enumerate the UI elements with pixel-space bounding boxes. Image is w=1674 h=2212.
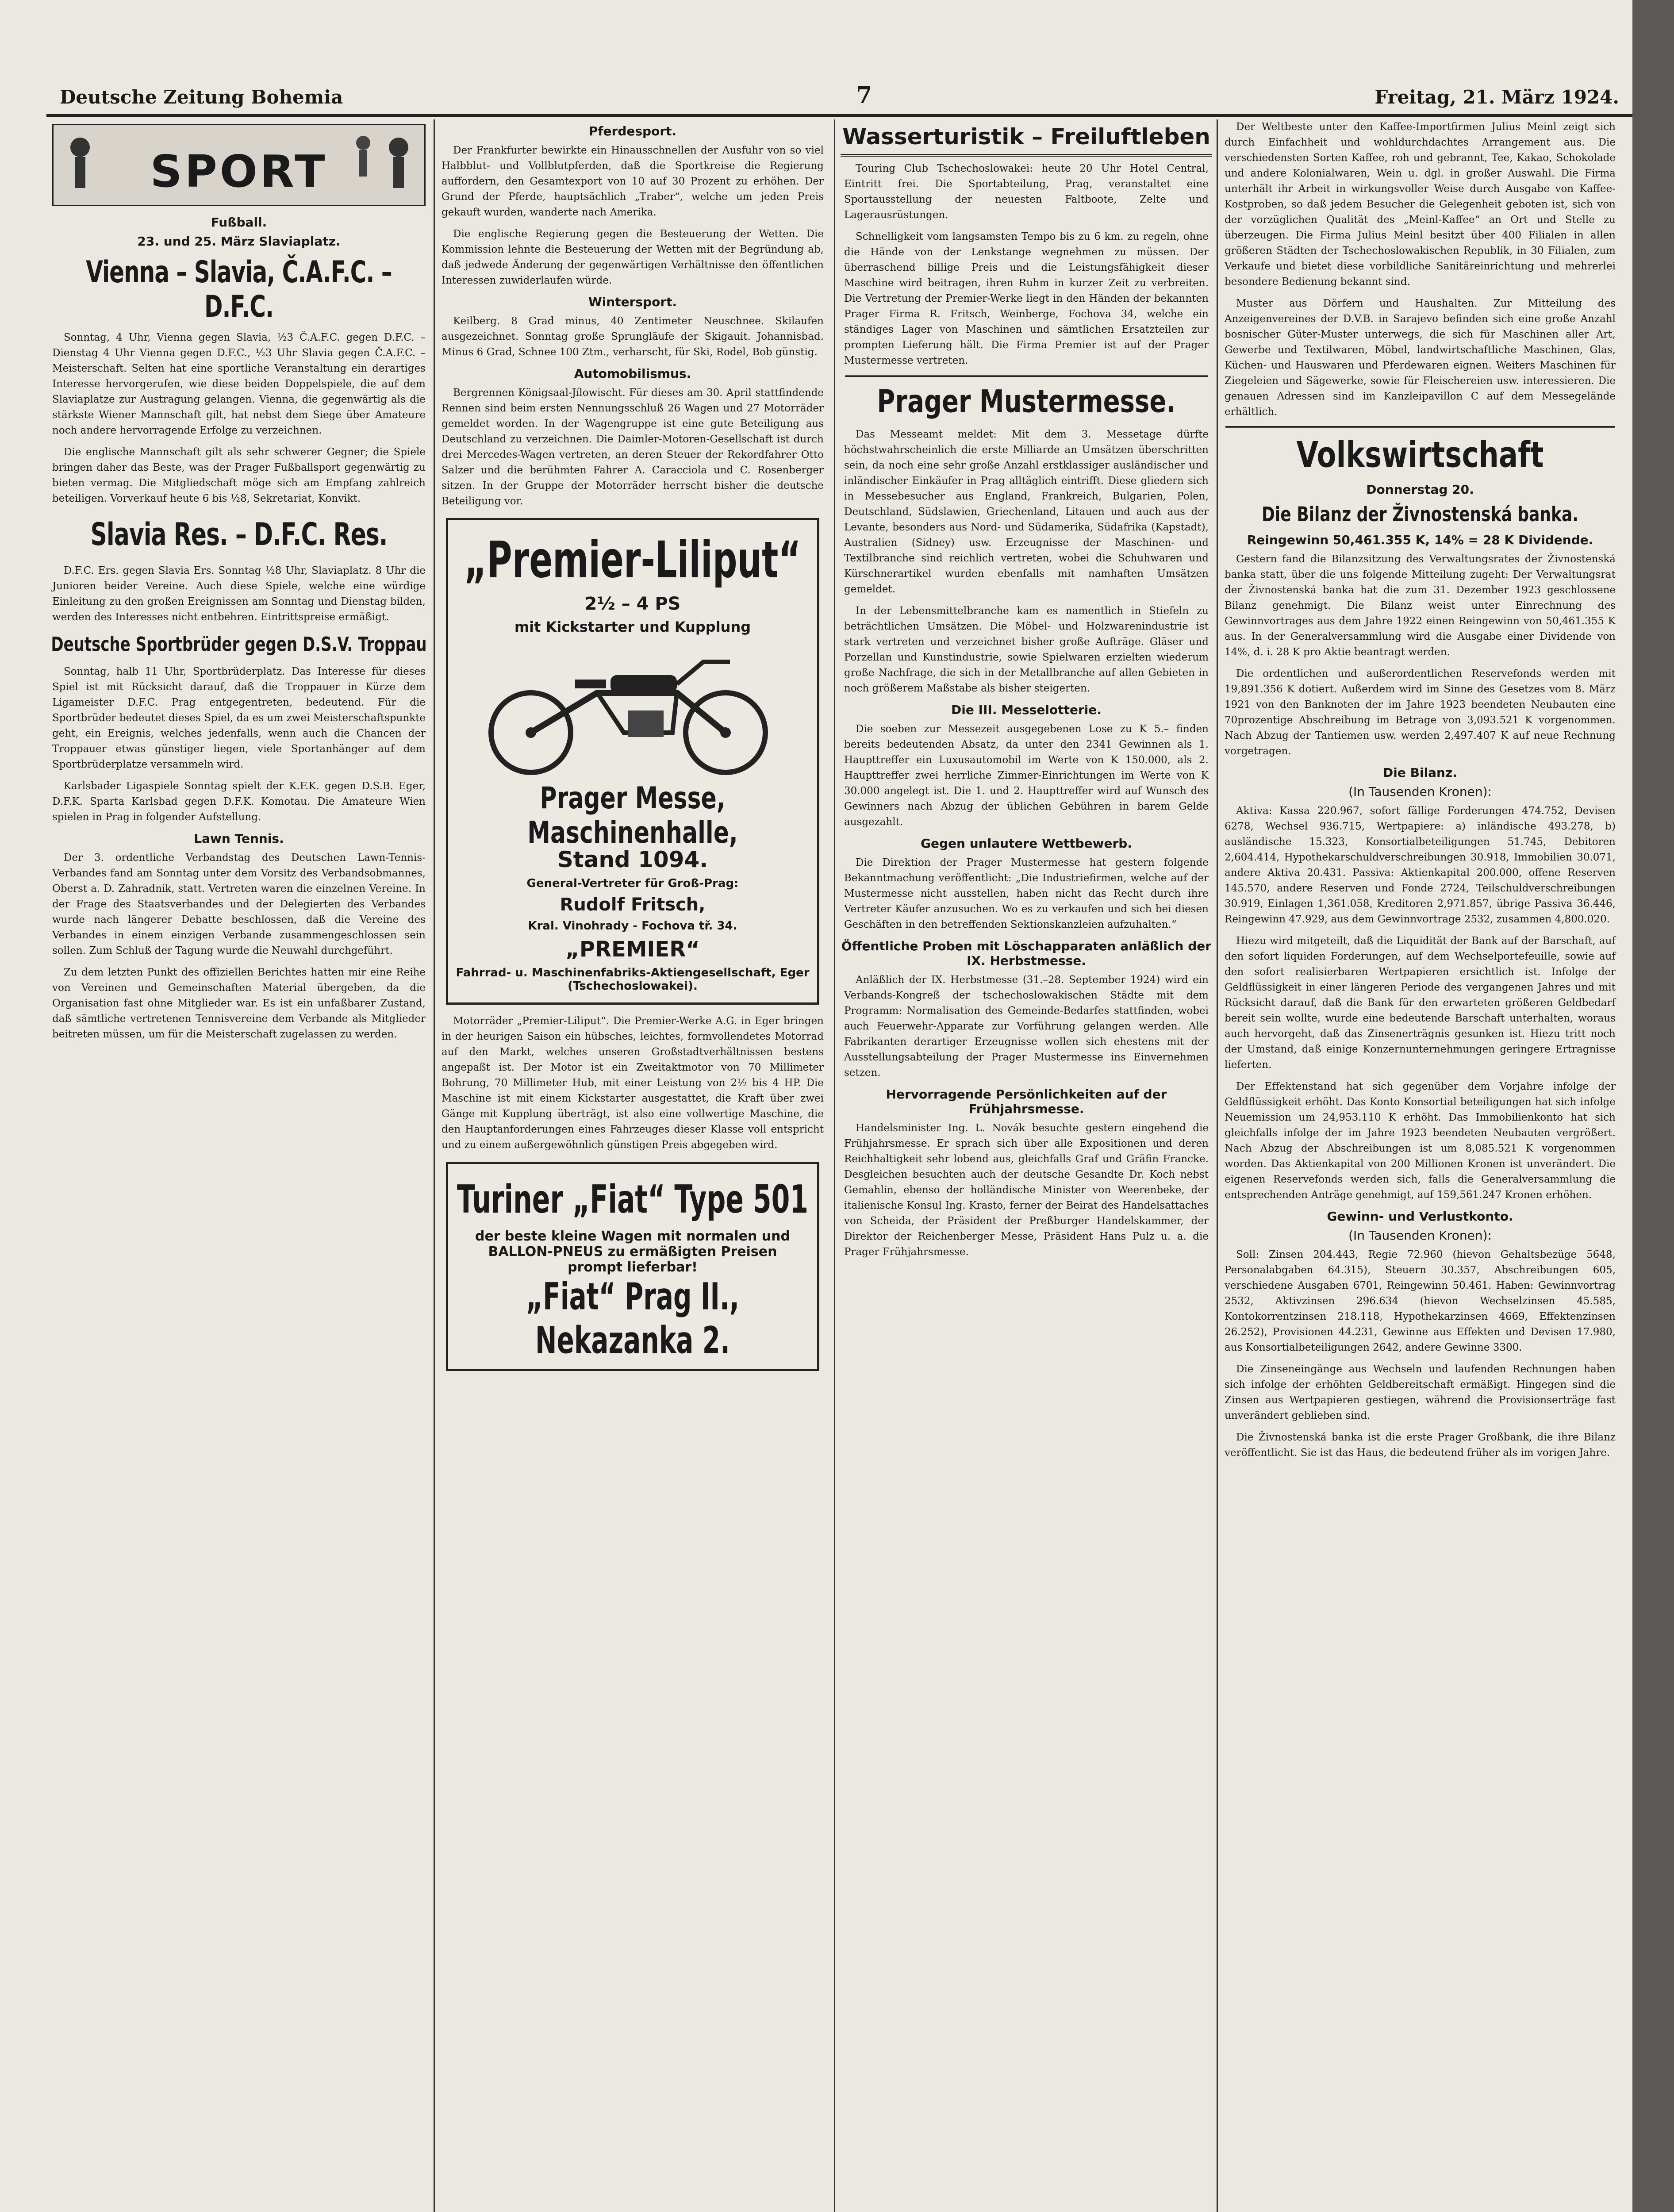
article-paragraph: Die Živnostenská banka ist die erste Prager Großbank, die ihre Bilanz veröffentlicht. Sie ist das Haus, die bedeutend früher als im vorigen Jahre. [1225, 1432, 1616, 1459]
article-paragraph: Die Zinseneingänge aus Wechseln und laufenden Rechnungen haben sich infolge der erhöhten Geldbereitschaft ermäßigt. Hingegen sind die Zinsen aus Wertpapieren gestiegen, während die Provisionserträge fast unverändert geblieben sind. [1225, 1363, 1616, 1421]
newspaper-name: Deutsche Zeitung Bohemia [60, 86, 343, 108]
ad-fiat [446, 1162, 819, 1371]
article-paragraph: Die englische Regierung gegen die Besteuerung der Wetten. Die Kommission lehnte die Besteuerung der Wetten mit der Begründung ab, daß jedwede Änderung der gegenwärtigen Verhältnisse den öffentlichen Interessen zuwiderlaufen würde. [442, 228, 824, 286]
match-date: 23. und 25. März Slaviaplatz. [137, 234, 341, 249]
article-paragraph: Sonntag, halb 11 Uhr, Sportbrüderplatz. Das Interesse für dieses Spiel ist mit Rücksicht darauf, daß die Troppauer in Kürze dem Ligameister D.F.C. Prag entgegentreten, bedeutend. Für die Sportbrüder bedeutet dieses Spiel, da es um zwei Meisterschaftspunkte geht, ein Ereignis, welches jedenfalls, wenn auch die Chancen der Troppauer etwas günstiger liegen, viele Sportanhänger auf dem Sportbrüderplatze versammeln wird. [52, 666, 426, 770]
ad-location: Prager Messe, Maschinenhalle, [527, 781, 738, 850]
sport-logo [52, 124, 426, 206]
ad-brand: „PREMIER“ [565, 937, 700, 962]
article-paragraph: Keilberg. 8 Grad minus, 40 Zentimeter Neuschnee. Skilaufen ausgezeichnet. Sonntag große Sprungläufe der Skigauit. Johannisbad. Minus 6 Grad, Schnee 100 Ztm., verharscht, für Ski, Rodel, Bob günstig. [442, 315, 824, 358]
article-paragraph: Zu dem letzten Punkt des offiziellen Berichtes hatten mir eine Reihe von Vereinen und Gemeinschaften Material übergeben, da die Organisation fast ohne Mitglieder war. Es ist ein unfaßbarer Zustand, daß sämtliche vertretenen Tennisvereine dem Verbande als Mitglieder beitreten müssen, um für die Meisterschaft zugelassen zu werden. [52, 967, 426, 1040]
column-messe [841, 119, 1212, 1266]
article-paragraph: Gestern fand die Bilanzsitzung des Verwaltungsrates der Živnostenská banka statt, über die uns folgende Mitteilung zugeht: Der Verwaltungsrat der Živnostenská banka hat die zum 31. Dezember 1923 geschlossene Bilanz genehmigt. Die Bilanz weist unter Einrechnung des Gewinnvortrages aus dem Jahre 1922 einen Reingewinn von 50,461.355 K aus. In der Generalversammlung wird die Ausgabe einer Dividende von 14%, d. i. 28 K pro Aktie beantragt werden. [1225, 553, 1616, 658]
dateline: Donnerstag 20. [1366, 482, 1474, 497]
article-paragraph: Karlsbader Ligaspiele Sonntag spielt der K.F.K. gegen D.S.B. Eger, D.F.K. Sparta Karlsbad gegen D.F.K. Komotau. Die Amateure Wien spielen in Prag in folgender Aufstellung. [52, 780, 426, 823]
ad-representative-label: General-Vertreter für Groß-Prag: [526, 877, 739, 890]
article-paragraph: Hiezu wird mitgeteilt, daß die Liquidität der Bank auf der Barschaft, auf den sofort liquiden Forderungen, auf dem Wechselportefeuille, sowie auf den sofort realisierbaren Wertpapieren ersichtlich ist. Infolge der Geldflüssigkeit in einer längeren Periode des vergangenen Jahres und mit Rücksicht darauf, daß die Bank für den erwarteten größeren Geldbedarf bereit sein wollte, wurde eine bedeutende Barschaft unterhalten, woraus auch hervorgeht, daß das Zinsenerträgnis gesunken ist. Hiezu tritt noch der Umstand, daß einige Konzernunternehmungen geringere Ertragnisse lieferten. [1225, 935, 1616, 1071]
profit-loss-figures: Soll: Zinsen 204.443, Regie 72.960 (hievon Gehaltsbezüge 5648, Personalabgaben 64.315), Steuern 30.357, Abschreibungen 605, verschiedene Ausgaben 6701, Reingewinn 50.461. Haben: Gewinnvortrag 2532, Aktivzinsen 296.634 (hievon Wechselzinsen 45.585, Kontokorrentzinsen 218.118, Hypothekarzinsen 4669, Effektenzinsen 26.252), Provisionen 44.231, Gewinne aus Effekten und Devisen 17.980, aus Konsortialbeteiligungen 2642, andere Gewinne 3300. [1225, 1249, 1616, 1353]
ad-headline: Turiner „Fiat“ Type 501 [457, 1177, 809, 1222]
section-automobilismus: Automobilismus. [574, 366, 691, 381]
ad-address: Kral. Vinohrady - Fochova tř. 34. [528, 919, 737, 933]
headline-volkswirtschaft: Volkswirtschaft [1296, 434, 1544, 476]
section-persoenlichkeiten: Hervorragende Persönlichkeiten auf der Frühjahrsmesse. [886, 1087, 1167, 1116]
motorcycle-icon [465, 644, 801, 777]
separator [1225, 426, 1615, 428]
sport-logo-text: SPORT [150, 146, 328, 197]
article-paragraph: Das Messeamt meldet: Mit dem 3. Messetage dürfte höchstwahrscheinlich die erste Milliarde an Umsätzen überschritten sein, da noch eine sehr große Anzahl erstklassiger ausländischer und inländischer Einkäufer in Prag alltäglich eintrifft. Diese gliedern sich in Messebesucher aus England, Frankreich, Bulgarien, Polen, Deutschland, Südslawien, Griechenland, Litauen und auch aus der Levante, besonders aus Nord- und Südamerika, Südafrika (Kapstadt), Australien (Sidney) usw. Erzeugnisse der Maschinen- und Textilbranche sind reichlich vertreten, wobei die Schuhwaren und Kürschnerartikel wurden ebenfalls mit namhaften Umsätzen gemeldet. [844, 429, 1209, 595]
headline-prager-mustermesse: Prager Mustermesse. [877, 384, 1176, 420]
column-divider [834, 119, 835, 2212]
section-loeschapparate: Öffentliche Proben mit Löschapparaten anläßlich der IX. Herbstmesse. [841, 939, 1212, 968]
ad-stand: Stand 1094. [557, 847, 708, 872]
column-volkswirtschaft [1221, 119, 1619, 1467]
article-paragraph: Der Weltbeste unter den Kaffee-Importfirmen Julius Meinl zeigt sich durch Einfachheit und wohldurchdachtes Arrangement aus. Die verschiedensten Sorten Kaffee, roh und gebrannt, Tee, Kakao, Schokolade und andere Kolonialwaren, Wein u. dgl. in großer Auswahl. Die Firma unterhält ihr Arbeit in wirkungsvoller Weise durch Ausgabe von Kaffee-Kostproben, so daß jedem Besucher die Gelegenheit geboten ist, sich von der vorzüglichen Qualität des „Meinl-Kaffee“ an Ort und Stelle zu überzeugen. Die Firma Julius Meinl besitzt über 400 Filialen in allen größeren Städten der Tschechoslowakischen Republik, in 30 Filialen, zum Verkaufe und bietet diese vorbildliche Sanitäreinrichtung und mehrerlei besondere Bedienung bekannt sind. [1225, 121, 1616, 288]
section-pferdesport: Pferdesport. [588, 124, 677, 138]
headline-slavia-res: Slavia Res. – D.F.C. Res. [90, 517, 388, 553]
article-paragraph: Die ordentlichen und außerordentlichen Reservefonds werden mit 19,891.356 K dotiert. Außerdem wird im Sinne des Gesetzes vom 8. März 1921 von den Banknoten der im Jahre 1923 beendeten Neubauten eine 70prozentige Abschreibung im Betrage von 3,093.521 K vorgenommen. Nach Abzug der Tantiemen usw. werden 2,497.407 K auf neue Rechnung vorgetragen. [1225, 668, 1616, 757]
headline-vienna-slavia: Vienna – Slavia, Č.A.F.C. – D.F.C. [86, 254, 392, 324]
article-paragraph: Muster aus Dörfern und Haushalten. Zur Mitteilung des Anzeigenvereines der D.V.B. in Sarajevo befinden sich eine große Anzahl bosnischer Güter-Muster unterwegs, die sich für Maschinen aller Art, Gewerbe und Textilwaren, Möbel, landwirtschaftliche Maschinen, Glas, Küchen- und Hauswaren und Pferdewaren eignen. Weiters Maschinen für Ziegeleien und Sägewerke, sowie für Fleischereien usw. interessieren. Die genauen Adressen sind im Kanzleipavillon C auf dem Messegelände erhältlich. [1225, 298, 1616, 418]
column-divider [434, 119, 435, 2212]
page-number: 7 [856, 82, 872, 109]
article-paragraph: Die soeben zur Messezeit ausgegebenen Lose zu K 5.– finden bereits bedeutenden Absatz, da unter den 2341 Gewinnen als 1. Haupttreffer ein Luxusautomobil im Werte von K 150.000, als 2. Haupttreffer zwei herrliche Zimmer-Einrichtungen im Werte von K 30.000 angelegt ist. Die 1. und 2. Haupttreffer wird auf Wunsch des Gewinners nach Abzug der üblichen Gebühren in barem Gelde ausgezahlt. [844, 723, 1209, 828]
ad-power: 2½ – 4 PS [584, 594, 681, 614]
article-paragraph: Schnelligkeit vom langsamsten Tempo bis zu 6 km. zu regeln, ohne die Hände von der Lenkstange wegnehmen zu müssen. Der überraschend billige Preis und die Leistungsfähigkeit dieser Maschine wird beitragen, ihren Ruhm in kurzer Zeit zu verbreiten. Die Vertretung der Premier-Werke liegt in den Händen der bekannten Prager Firma R. Fritsch, Weinberge, Fochova 34, welche ein ständiges Lager von Maschinen und sämtlichen Ersatzteilen zur prompten Lieferung hält. Die Firma Premier ist auf der Prager Mustermesse vertreten. [844, 231, 1209, 366]
ad-company: Fahrrad- u. Maschinenfabriks-Aktiengesellschaft, Eger (Tschechoslowakei). [456, 966, 810, 993]
column-sport-ads [438, 119, 827, 1380]
subheadline-reingewinn: Reingewinn 50,461.355 K, 14% = 28 K Dividende. [1247, 533, 1593, 547]
column-sport [49, 119, 429, 1048]
article-paragraph: Der Frankfurter bewirkte ein Hinausschnellen der Ausfuhr von so viel Halbblut- und Vollblutpferden, daß die Sportkreise die Regierung auffordern, den Gesamtexport von 10 auf 30 Prozent zu erhöhen. Der Grund der Pferde, hauptsächlich „Traber“, welche um jeden Preis gekauft wurden, wanderte nach Amerika. [442, 145, 824, 218]
section-die-bilanz: Die Bilanz. [1383, 765, 1457, 780]
section-messelotterie: Die III. Messelotterie. [951, 703, 1102, 717]
article-paragraph: D.F.C. Ers. gegen Slavia Ers. Sonntag ½8 Uhr, Slaviaplatz. 8 Uhr die Junioren beider Vereine. Auch diese Spiele, welche eine würdige Einleitung zu den großen Ereignissen am Sonntag und Dienstag bilden, werden des Interesses nicht entbehren. Eintrittspreise ermäßigt. [52, 565, 426, 623]
section-wintersport: Wintersport. [588, 295, 677, 309]
scan-edge [1632, 0, 1674, 2212]
column-divider [1217, 119, 1218, 2212]
headline-bilanz: Die Bilanz der Živnostenská banka. [1262, 503, 1578, 526]
unit-note: (In Tausenden Kronen): [1348, 1228, 1492, 1243]
article-paragraph: Sonntag, 4 Uhr, Vienna gegen Slavia, ½3 Č.A.F.C. gegen D.F.C. – Dienstag 4 Uhr Vienna gegen D.F.C., ½3 Uhr Slavia gegen Č.A.F.C. – Meisterschaft. Selten hat eine sportliche Veranstaltung ein derartiges Interesse hervorgerufen, wie diese beiden Doppelspiele, die auf dem Slaviaplatze zur Austragung gelangen. Vienna, die gegenwärtig als die stärkste Wiener Mannschaft gilt, hat nebst dem Siege über Amateure noch andere hervorragende Erfolge zu verzeichnen. [52, 332, 426, 436]
article-paragraph: Handelsminister Ing. L. Novák besuchte gestern eingehend die Frühjahrsmesse. Er sprach sich über alle Expositionen und deren Reichhaltigkeit sehr lobend aus, gleichfalls Graf und Gräfin Francke. Desgleichen besuchten auch der deutsche Gesandte Dr. Koch nebst Gemahlin, ebenso der holländische Minister von Weerenbeke, der italienische Konsul Ing. Krasto, ferner der Beirat des Handelsattaches von Scheida, der Präsident der Preßburger Handelskammer, der Direktor der Reichenberger Messe, Präsident Hans Pulz u. a. die Prager Frühjahrsmesse. [844, 1122, 1209, 1258]
page-header [46, 82, 1632, 113]
article-paragraph: Die Direktion der Prager Mustermesse hat gestern folgende Bekanntmachung veröffentlicht: „Die Industriefirmen, welche auf der Mustermesse nicht ausstellen, haben nicht das Recht durch ihre Vertreter Käufer anzusuchen. Wo es zu verkaufen und sich bei diesen Geschäften in den betreffenden Sektionskanzleien aufzuhalten.“ [844, 857, 1209, 930]
ad-feature: mit Kickstarter und Kupplung [514, 618, 751, 635]
issue-date: Freitag, 21. März 1924. [1375, 86, 1619, 108]
article-paragraph: Der 3. ordentliche Verbandstag des Deutschen Lawn-Tennis-Verbandes fand am Sonntag unter dem Vorsitz des Verbandsobmannes, Oberst a. D. Zahradnik, statt. Vertreten waren die einzelnen Vereine. In der Frage des Staatsverbandes und der Delegierten des Verbandes wurde nach längerer Debatte beschlossen, daß die Vereine des Verbandes in einem einzigen Verbande zusammengeschlossen sein sollen. Zum Schluß der Tagung wurde die Neuwahl durchgeführt. [52, 852, 426, 956]
header-rule [46, 114, 1632, 117]
ad-headline: „Premier-Liliput“ [464, 531, 801, 590]
unit-note: (In Tausenden Kronen): [1348, 784, 1492, 799]
headline-wasserturistik: Wasserturistik – Freiluftleben [841, 124, 1212, 157]
separator [845, 375, 1208, 377]
ad-text: der beste kleine Wagen mit normalen und BALLON-PNEUS zu ermäßigten Preisen prompt lieferbar! [475, 1229, 790, 1275]
ad-premier-liliput [446, 518, 819, 1005]
article-paragraph: In der Lebensmittelbranche kam es namentlich in Stiefeln zu beträchtlichen Umsätzen. Die Möbel- und Holzwarenindustrie ist stark vertreten und verzeichnet bisher große Aufträge. Gläser und Porzellan und Kunstindustrie, sowie Spielwaren erzielten wiederum große Nachfrage, die sich in der Metallbranche auf allen Gebieten in noch größerem Maßstabe als bisher steigerten. [844, 605, 1209, 694]
headline-sportbrueder: Deutsche Sportbrüder gegen D.S.V. Troppau [51, 633, 427, 656]
article-paragraph: Bergrennen Königsaal-Jílowischt. Für dieses am 30. April stattfindende Rennen sind beim ersten Nennungsschluß 26 Wagen und 27 Motorräder gemeldet worden. In der Wagengruppe ist eine gute Beteiligung aus Deutschland zu verzeichnen. Die Daimler-Motoren-Gesellschaft ist durch drei Mercedes-Wagen vertreten, an deren Steuer der Rekordfahrer Otto Salzer und die berühmten Fahrer A. Caracciola und C. Rosenberger sitzen. In der Gruppe der Motorräder herrscht bisher die deutsche Beteiligung vor. [442, 387, 824, 507]
ad-representative-name: Rudolf Fritsch, [560, 895, 706, 915]
article-paragraph: Anläßlich der IX. Herbstmesse (31.–28. September 1924) wird ein Verbands-Kongreß der tschechoslowakischen Städte mit dem Programm: Normalisation des Gemeinde-Bedarfes stattfinden, wobei auch Feuerwehr-Apparate zur Vorführung gelangen werden. Alle Fabrikanten derartiger Erzeugnisse wollen sich ehestens mit der Ausstellungsabteilung der Prager Mustermesse ins Einvernehmen setzen. [844, 974, 1209, 1079]
balance-sheet-figures: Aktiva: Kassa 220.967, sofort fällige Forderungen 474.752, Devisen 6278, Wechsel 936.715, Wertpapiere: a) inländische 493.278, b) ausländische 15.323, Konsortialbeteiligungen 51.745, Debitoren 2,604.414, Hypothekarschuldverschreibungen 30.918, Immobilien 30.071, andere Aktiva 20.431. Passiva: Aktienkapital 200.000, offene Reserven 145.570, andere Reserven und Fonde 2724, Teilschuldverschreibungen 30.919, Einlagen 1,361.058, Kreditoren 2,971.857, übrige Passiva 36.446, Reingewinn 47.929, aus dem Gewinnvortrage 2532, zusammen 4,800.020. [1225, 805, 1616, 925]
article-paragraph: Touring Club Tschechoslowakei: heute 20 Uhr Hotel Central, Eintritt frei. Die Sportabteilung, Prag, veranstaltet eine Sportausstellung der neuesten Faltboote, Zelte und Lagerausrüstungen. [844, 163, 1209, 221]
section-lawn-tennis: Lawn Tennis. [194, 831, 284, 846]
section-gewinn-verlust: Gewinn- und Verlustkonto. [1327, 1209, 1513, 1224]
article-paragraph: Motorräder „Premier-Liliput“. Die Premier-Werke A.G. in Eger bringen in der heurigen Saison ein hübsches, leichtes, formvollendetes Motorrad auf den Markt, welches unseren Großstadtverhältnissen bestens angepaßt ist. Der Motor ist ein Zweitaktmotor von 70 Millimeter Bohrung, 70 Millimeter Hub, mit einer Leistung von 2½ bis 4 HP. Die Maschine ist mit einem Kickstarter ausgestattet, die Kraft über zwei Gänge mit Kupplung überträgt, ist also eine vollwertige Maschine, die den Hauptanforderungen eines Fahrzeuges dieser Klasse voll entspricht und zu einem außergewöhnlich günstigen Preis abgegeben wird. [442, 1015, 824, 1151]
section-wettbewerb: Gegen unlautere Wettbewerb. [921, 836, 1132, 851]
article-paragraph: Der Effektenstand hat sich gegenüber dem Vorjahre infolge der Geldflüssigkeit erhöht. Das Konto Konsortial beteiligungen hat sich infolge Neuemission um 24,953.110 K erhöht. Das Immobilienkonto hat sich gleichfalls infolge der im Jahre 1923 beendeten Neubauten vergrößert. Nach Abzug der Abschreibungen ist um 8,085.521 K vorgenommen worden. Das Aktienkapital von 200 Millionen Kronen ist unverändert. Die eigenen Reservefonds werden sich, falls die Generalversammlung die entsprechenden Anträge genehmigt, auf 159,561.247 Kronen erhöhen. [1225, 1081, 1616, 1201]
article-paragraph: Die englische Mannschaft gilt als sehr schwerer Gegner; die Spiele bringen daher das Beste, was der Prager Fußballsport gegenwärtig zu bieten vermag. Die Mitgliedschaft möge sich am Empfang zahlreich beteiligen. Vorverkauf heute 6 bis ½8, Sekretariat, Konvikt. [52, 446, 426, 504]
section-fussball: Fußball. [211, 215, 267, 230]
ad-address: „Fiat“ Prag II., Nekazanka 2. [526, 1275, 739, 1362]
